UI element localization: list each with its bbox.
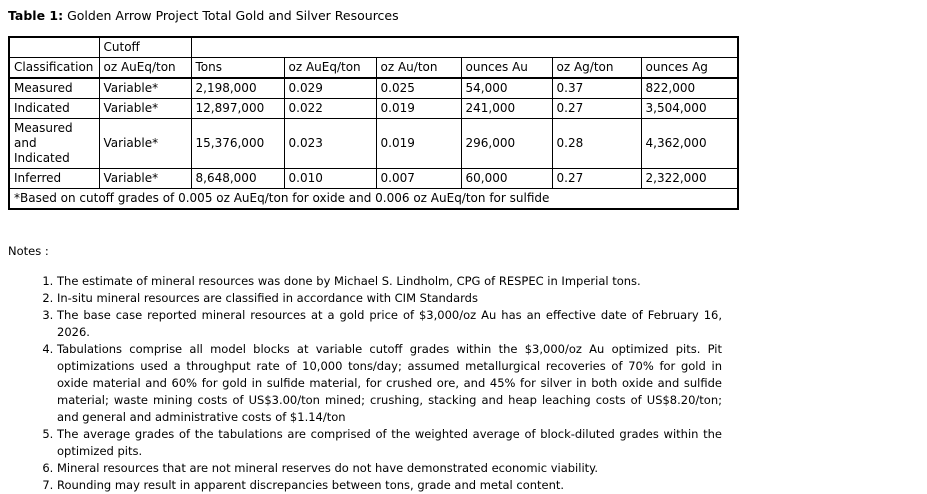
cell-classification: Indicated (9, 99, 99, 119)
cell-ounces-ag: 3,504,000 (641, 99, 738, 119)
header-cutoff-cell: Cutoff (99, 37, 191, 58)
resources-table (8, 36, 739, 210)
table-footnote-row (9, 189, 738, 210)
note-item-6: 6. Mineral resources that are not mineral reserves do not have demonstrated economic viability. (57, 460, 722, 477)
cell-oz-aueq-ton: 0.022 (284, 99, 376, 119)
note-item-5: 5. The average grades of the tabulations are comprised of the weighted average of block-diluted grades within the optimized pits. (57, 426, 722, 460)
cell-cutoff: Variable* (99, 78, 191, 99)
note-item-4: 4. Tabulations comprise all model blocks at variable cutoff grades within the $3,000/oz Au optimized pits. Pit optimizations used a throughput rate of 10,000 tons/day; assumed metallurgical recoveries of 70% for gold in oxide material and 60% for gold in sulfide material, for crushed ore, and 45% for silver in both oxide and sulfide material; waste mining costs of US$3.00/ton mined; crushing, stacking and heap leaching costs of US$8.20/ton; and general and administrative costs of $1.14/ton (57, 341, 722, 426)
cell-classification: Measured (9, 78, 99, 99)
cell-ounces-au: 296,000 (461, 119, 552, 169)
cell-ounces-ag: 2,322,000 (641, 169, 738, 189)
cell-oz-au-ton: 0.025 (376, 78, 461, 99)
col-header-ounces-au: ounces Au (461, 58, 552, 79)
cell-tons: 15,376,000 (191, 119, 284, 169)
table-title-label: Table 1: (8, 8, 64, 23)
cell-classification: Inferred (9, 169, 99, 189)
cell-cutoff: Variable* (99, 169, 191, 189)
table-title (8, 8, 927, 24)
table-title-text: Golden Arrow Project Total Gold and Silver Resources (67, 8, 399, 23)
note-item-2: 2. In-situ mineral resources are classified in accordance with CIM Standards (57, 290, 722, 307)
cell-oz-au-ton: 0.019 (376, 99, 461, 119)
col-header-oz-aueq-ton: oz AuEq/ton (284, 58, 376, 79)
header-blank-cell (9, 37, 99, 58)
header-row-labels (9, 58, 738, 79)
table-footnote: *Based on cutoff grades of 0.005 oz AuEq/ton for oxide and 0.006 oz AuEq/ton for sulfide (9, 189, 738, 210)
cell-oz-ag-ton: 0.27 (552, 169, 641, 189)
header-row-top (9, 37, 738, 58)
cell-cutoff: Variable* (99, 99, 191, 119)
cell-tons: 8,648,000 (191, 169, 284, 189)
cell-ounces-ag: 822,000 (641, 78, 738, 99)
col-header-oz-ag-ton: oz Ag/ton (552, 58, 641, 79)
cell-ounces-ag: 4,362,000 (641, 119, 738, 169)
table-row-indicated (9, 99, 738, 119)
cell-ounces-au: 241,000 (461, 99, 552, 119)
cell-oz-aueq-ton: 0.010 (284, 169, 376, 189)
cell-oz-ag-ton: 0.28 (552, 119, 641, 169)
cell-ounces-au: 60,000 (461, 169, 552, 189)
cell-tons: 2,198,000 (191, 78, 284, 99)
header-span-cell (191, 37, 738, 58)
notes-heading: Notes : (8, 244, 49, 258)
cell-oz-au-ton: 0.007 (376, 169, 461, 189)
cell-oz-aueq-ton: 0.029 (284, 78, 376, 99)
col-header-ounces-ag: ounces Ag (641, 58, 738, 79)
table-row-inferred (9, 169, 738, 189)
cell-classification: Measured and Indicated (9, 119, 99, 169)
table-row-measured-and-indicated (9, 119, 738, 169)
cell-oz-ag-ton: 0.37 (552, 78, 641, 99)
cell-cutoff: Variable* (99, 119, 191, 169)
note-item-3: 3. The base case reported mineral resources at a gold price of $3,000/oz Au has an effective date of February 16, 2026. (57, 307, 722, 341)
col-header-classification: Classification (9, 58, 99, 79)
cell-oz-au-ton: 0.019 (376, 119, 461, 169)
col-header-tons: Tons (191, 58, 284, 79)
table-row-measured (9, 78, 738, 99)
note-item-1: 1. The estimate of mineral resources was done by Michael S. Lindholm, CPG of RESPEC in Imperial tons. (57, 273, 722, 290)
cell-oz-aueq-ton: 0.023 (284, 119, 376, 169)
notes-list (8, 273, 927, 494)
note-item-7: 7. Rounding may result in apparent discrepancies between tons, grade and metal content. (57, 477, 722, 494)
col-header-oz-au-ton: oz Au/ton (376, 58, 461, 79)
cell-oz-ag-ton: 0.27 (552, 99, 641, 119)
cell-ounces-au: 54,000 (461, 78, 552, 99)
cell-tons: 12,897,000 (191, 99, 284, 119)
col-header-cutoff-grade: oz AuEq/ton (99, 58, 191, 79)
